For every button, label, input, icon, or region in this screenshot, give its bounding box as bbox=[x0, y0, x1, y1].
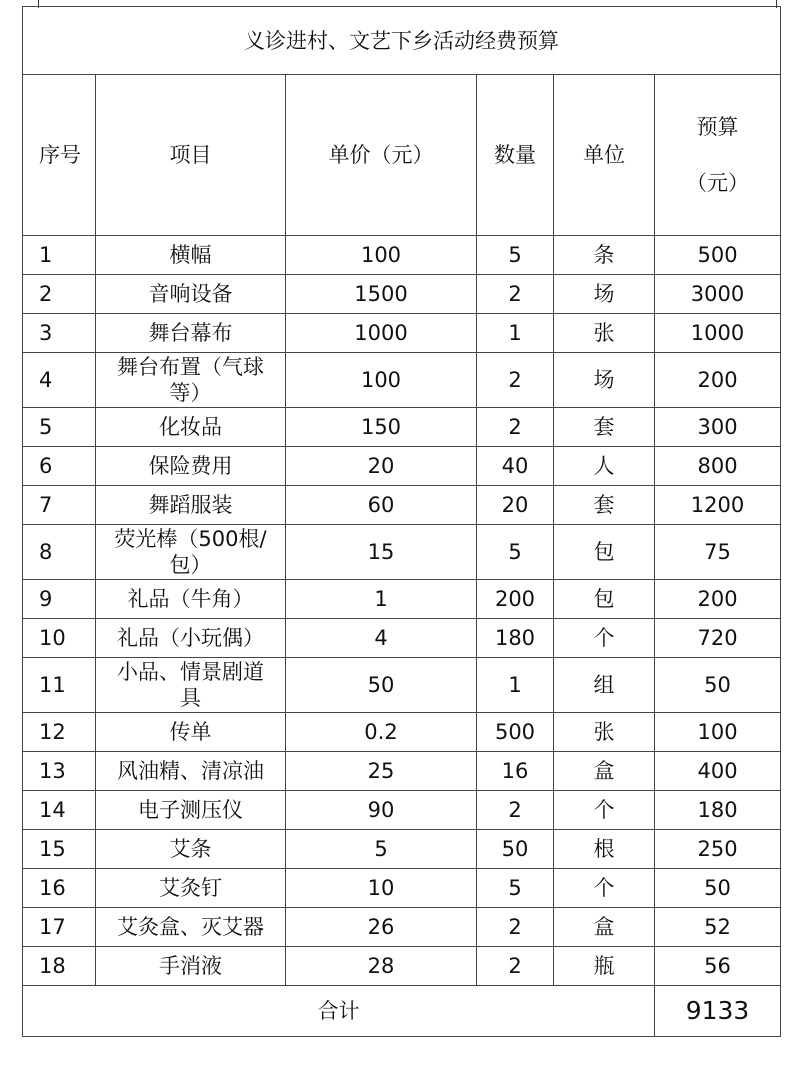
cell-quantity: 500 bbox=[477, 713, 554, 752]
cell-budget: 500 bbox=[655, 236, 781, 275]
table-row bbox=[23, 658, 781, 713]
table-title: 义诊进村、文艺下乡活动经费预算 bbox=[23, 7, 781, 75]
cell-unit: 盒 bbox=[554, 752, 655, 791]
cell-unit: 张 bbox=[554, 713, 655, 752]
cell-unit: 包 bbox=[554, 580, 655, 619]
cell-budget: 52 bbox=[655, 908, 781, 947]
header-seq: 序号 bbox=[23, 75, 96, 236]
cell-unit: 个 bbox=[554, 869, 655, 908]
cell-budget: 50 bbox=[655, 658, 781, 713]
cell-unit-price: 90 bbox=[286, 791, 477, 830]
cell-budget: 800 bbox=[655, 447, 781, 486]
table-row bbox=[23, 525, 781, 580]
cell-seq: 4 bbox=[23, 353, 96, 408]
cell-unit-price: 50 bbox=[286, 658, 477, 713]
cell-item: 荧光棒（500根/包） bbox=[96, 525, 286, 580]
cell-unit-price: 5 bbox=[286, 830, 477, 869]
cell-unit: 组 bbox=[554, 658, 655, 713]
cell-unit: 场 bbox=[554, 275, 655, 314]
cell-unit: 根 bbox=[554, 830, 655, 869]
cell-budget: 180 bbox=[655, 791, 781, 830]
cell-unit: 套 bbox=[554, 486, 655, 525]
cell-unit: 个 bbox=[554, 791, 655, 830]
cell-unit-price: 1000 bbox=[286, 314, 477, 353]
cell-unit-price: 20 bbox=[286, 447, 477, 486]
cell-quantity: 50 bbox=[477, 830, 554, 869]
cell-seq: 8 bbox=[23, 525, 96, 580]
table-row bbox=[23, 908, 781, 947]
total-row bbox=[23, 986, 781, 1037]
cell-seq: 11 bbox=[23, 658, 96, 713]
cell-budget: 1200 bbox=[655, 486, 781, 525]
cell-budget: 3000 bbox=[655, 275, 781, 314]
cell-budget: 300 bbox=[655, 408, 781, 447]
cell-quantity: 2 bbox=[477, 353, 554, 408]
table-row bbox=[23, 236, 781, 275]
table-row bbox=[23, 869, 781, 908]
cell-budget: 200 bbox=[655, 353, 781, 408]
cell-budget: 200 bbox=[655, 580, 781, 619]
table-row bbox=[23, 947, 781, 986]
cell-item: 小品、情景剧道具 bbox=[96, 658, 286, 713]
cell-budget: 75 bbox=[655, 525, 781, 580]
cell-item: 礼品（小玩偶） bbox=[96, 619, 286, 658]
cell-item: 横幅 bbox=[96, 236, 286, 275]
cell-unit-price: 150 bbox=[286, 408, 477, 447]
cell-seq: 2 bbox=[23, 275, 96, 314]
cell-quantity: 5 bbox=[477, 236, 554, 275]
cell-unit-price: 100 bbox=[286, 236, 477, 275]
table-row bbox=[23, 830, 781, 869]
cell-unit: 个 bbox=[554, 619, 655, 658]
table-row bbox=[23, 486, 781, 525]
cell-unit-price: 28 bbox=[286, 947, 477, 986]
cell-quantity: 16 bbox=[477, 752, 554, 791]
cell-item: 舞蹈服装 bbox=[96, 486, 286, 525]
cell-seq: 17 bbox=[23, 908, 96, 947]
cell-seq: 16 bbox=[23, 869, 96, 908]
cell-unit-price: 25 bbox=[286, 752, 477, 791]
cell-item: 风油精、清凉油 bbox=[96, 752, 286, 791]
cell-budget: 1000 bbox=[655, 314, 781, 353]
total-label: 合计 bbox=[23, 986, 655, 1037]
header-row bbox=[23, 75, 781, 236]
cell-budget: 56 bbox=[655, 947, 781, 986]
table-row bbox=[23, 580, 781, 619]
total-value: 9133 bbox=[655, 986, 781, 1037]
table-row bbox=[23, 275, 781, 314]
cell-unit-price: 60 bbox=[286, 486, 477, 525]
budget-table bbox=[22, 6, 781, 1037]
cell-seq: 10 bbox=[23, 619, 96, 658]
cell-budget: 720 bbox=[655, 619, 781, 658]
cell-unit-price: 1 bbox=[286, 580, 477, 619]
cell-quantity: 5 bbox=[477, 869, 554, 908]
cell-quantity: 2 bbox=[477, 947, 554, 986]
cell-quantity: 2 bbox=[477, 275, 554, 314]
cell-item: 艾灸钉 bbox=[96, 869, 286, 908]
header-item: 项目 bbox=[96, 75, 286, 236]
cell-unit: 包 bbox=[554, 525, 655, 580]
header-unit-price: 单价（元） bbox=[286, 75, 477, 236]
cell-seq: 12 bbox=[23, 713, 96, 752]
table-row bbox=[23, 353, 781, 408]
cell-seq: 5 bbox=[23, 408, 96, 447]
header-quantity: 数量 bbox=[477, 75, 554, 236]
cell-unit-price: 0.2 bbox=[286, 713, 477, 752]
cell-seq: 14 bbox=[23, 791, 96, 830]
cell-quantity: 1 bbox=[477, 658, 554, 713]
cell-unit: 套 bbox=[554, 408, 655, 447]
cell-item: 艾灸盒、灭艾器 bbox=[96, 908, 286, 947]
cell-unit-price: 10 bbox=[286, 869, 477, 908]
cell-quantity: 180 bbox=[477, 619, 554, 658]
cell-item: 保险费用 bbox=[96, 447, 286, 486]
cell-quantity: 2 bbox=[477, 791, 554, 830]
cell-seq: 3 bbox=[23, 314, 96, 353]
cell-quantity: 5 bbox=[477, 525, 554, 580]
cell-unit: 盒 bbox=[554, 908, 655, 947]
cell-item: 传单 bbox=[96, 713, 286, 752]
cell-unit: 条 bbox=[554, 236, 655, 275]
table-row bbox=[23, 408, 781, 447]
title-row bbox=[23, 7, 781, 75]
cell-quantity: 20 bbox=[477, 486, 554, 525]
cell-unit: 瓶 bbox=[554, 947, 655, 986]
cell-quantity: 200 bbox=[477, 580, 554, 619]
cell-budget: 50 bbox=[655, 869, 781, 908]
cell-item: 舞台幕布 bbox=[96, 314, 286, 353]
cell-seq: 13 bbox=[23, 752, 96, 791]
cell-budget: 400 bbox=[655, 752, 781, 791]
cell-seq: 9 bbox=[23, 580, 96, 619]
cell-unit-price: 26 bbox=[286, 908, 477, 947]
cell-item: 化妆品 bbox=[96, 408, 286, 447]
table-row bbox=[23, 713, 781, 752]
cell-item: 艾条 bbox=[96, 830, 286, 869]
table-row bbox=[23, 619, 781, 658]
cell-budget: 250 bbox=[655, 830, 781, 869]
cell-quantity: 2 bbox=[477, 408, 554, 447]
cell-unit-price: 4 bbox=[286, 619, 477, 658]
cell-seq: 15 bbox=[23, 830, 96, 869]
header-unit: 单位 bbox=[554, 75, 655, 236]
cell-seq: 1 bbox=[23, 236, 96, 275]
cell-unit: 场 bbox=[554, 353, 655, 408]
cell-unit-price: 1500 bbox=[286, 275, 477, 314]
table-row bbox=[23, 791, 781, 830]
table-row bbox=[23, 314, 781, 353]
cell-unit-price: 100 bbox=[286, 353, 477, 408]
cell-item: 音响设备 bbox=[96, 275, 286, 314]
cell-seq: 7 bbox=[23, 486, 96, 525]
cell-quantity: 1 bbox=[477, 314, 554, 353]
cell-item: 手消液 bbox=[96, 947, 286, 986]
cell-item: 舞台布置（气球等） bbox=[96, 353, 286, 408]
cell-quantity: 40 bbox=[477, 447, 554, 486]
cell-seq: 18 bbox=[23, 947, 96, 986]
cell-item: 电子测压仪 bbox=[96, 791, 286, 830]
header-budget: 预算（元） bbox=[655, 75, 781, 236]
table-row bbox=[23, 752, 781, 791]
cell-unit: 张 bbox=[554, 314, 655, 353]
cell-seq: 6 bbox=[23, 447, 96, 486]
cell-item: 礼品（牛角） bbox=[96, 580, 286, 619]
cell-budget: 100 bbox=[655, 713, 781, 752]
cell-quantity: 2 bbox=[477, 908, 554, 947]
table-row bbox=[23, 447, 781, 486]
cell-unit: 人 bbox=[554, 447, 655, 486]
cell-unit-price: 15 bbox=[286, 525, 477, 580]
